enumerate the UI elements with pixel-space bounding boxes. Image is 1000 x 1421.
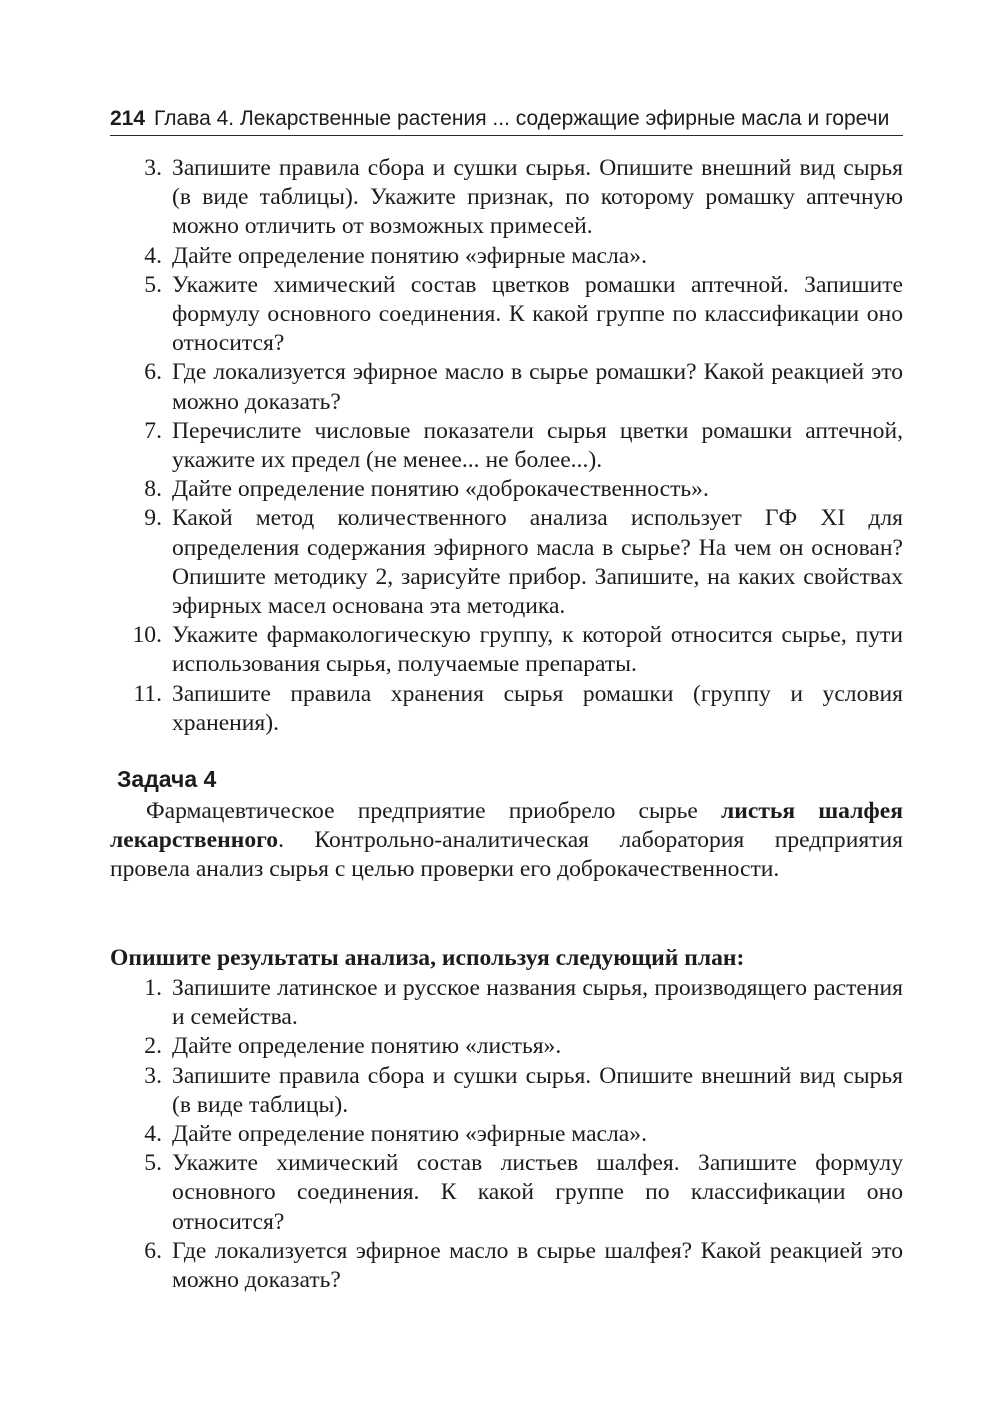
- task-paragraph: [110, 797, 903, 885]
- list-item: [110, 1120, 903, 1149]
- task-plant-name: листья шалфея лекарственного: [110, 798, 903, 854]
- item-text: Запишите правила хранения сырья ромашки (группу и условия хранения).: [172, 680, 903, 736]
- item-text: Запишите правила сбора и сушки сырья. Опишите внешний вид сырья (в виде таблицы). Укажите признак, по которому ромашку аптечную можно отличить от возможных примесей.: [172, 155, 903, 240]
- list-item: [110, 271, 903, 359]
- item-text: Дайте определение понятию «листья».: [172, 1033, 562, 1060]
- list-item: [110, 1062, 903, 1120]
- item-number: 9.: [144, 505, 162, 532]
- item-number: 5.: [144, 1150, 162, 1177]
- item-text: Где локализуется эфирное масло в сырье шалфея? Какой реакцией это можно доказать?: [172, 1237, 903, 1294]
- item-number: 2.: [144, 1033, 162, 1060]
- list-item: [110, 475, 903, 504]
- item-text: Укажите химический состав цветков ромашки аптечной. Запишите формулу основного соединения. К какой группе по классификации оно относится?: [172, 271, 903, 357]
- list-item: [110, 680, 903, 738]
- list-item: [110, 621, 903, 679]
- item-number: 8.: [144, 476, 162, 503]
- item-text: Запишите латинское и русское названия сырья, производящего растения и семейства.: [172, 975, 903, 1031]
- item-number: 4.: [144, 1121, 162, 1148]
- list-item: [110, 974, 903, 1032]
- list-item: [110, 504, 903, 621]
- item-text: Дайте определение понятию «эфирные масла».: [172, 1121, 647, 1148]
- item-number: 10.: [132, 622, 162, 649]
- item-text: Укажите химический состав листьев шалфея. Запишите формулу основного соединения. К какой группе по классификации оно относится?: [172, 1150, 903, 1235]
- item-number: 7.: [144, 417, 162, 444]
- list-item: [110, 1149, 903, 1237]
- item-number: 11.: [133, 680, 162, 707]
- list-item: [110, 358, 903, 416]
- item-number: 6.: [144, 1237, 162, 1264]
- list-item: [110, 1032, 903, 1061]
- item-number: 4.: [144, 242, 162, 269]
- list-item: [110, 242, 903, 271]
- plan-heading: Опишите результаты анализа, используя следующий план:: [110, 945, 745, 971]
- item-text: Дайте определение понятию «доброкачественность».: [172, 476, 709, 503]
- item-text: Перечислите числовые показатели сырья цветки ромашки аптечной, укажите их предел (не менее... не более...).: [172, 417, 903, 474]
- item-text: Где локализуется эфирное масло в сырье ромашки? Какой реакцией это можно доказать?: [172, 359, 903, 415]
- list-item: [110, 1237, 903, 1295]
- item-number: 1.: [144, 975, 162, 1001]
- chapter-title: Глава 4. Лекарственные растения ... содержащие эфирные масла и горечи: [154, 107, 890, 130]
- page-number: 214: [110, 107, 146, 130]
- list-item: [110, 154, 903, 242]
- item-number: 3.: [144, 155, 162, 181]
- item-text: Какой метод количественного анализа использует ГФ XI для определения содержания эфирного масла в сырье? На чем он основан? Опишите методику 2, зарисуйте прибор. Запишите, на каких свойствах эфирных масел основана эта методика.: [172, 505, 903, 620]
- task-text-start: Фармацевтическое предприятие приобрело сырье: [146, 798, 722, 824]
- item-text: Запишите правила сбора и сушки сырья. Опишите внешний вид сырья (в виде таблицы).: [172, 1062, 903, 1118]
- item-number: 5.: [144, 271, 162, 298]
- question-list-1: [110, 154, 903, 738]
- item-text: Дайте определение понятию «эфирные масла».: [172, 242, 647, 269]
- list-item: [110, 417, 903, 475]
- question-list-2: [110, 974, 903, 1295]
- item-text: Укажите фармакологическую группу, к которой относится сырье, пути использования сырья, получаемые препараты.: [172, 622, 903, 678]
- task-heading: Задача 4: [117, 766, 217, 792]
- task-text-end: . Контрольно-аналитическая лаборатория предприятия провела анализ сырья с целью проверки его доброкачественности.: [110, 827, 903, 883]
- item-number: 3.: [144, 1062, 162, 1089]
- running-header: [110, 106, 903, 136]
- item-number: 6.: [144, 359, 162, 386]
